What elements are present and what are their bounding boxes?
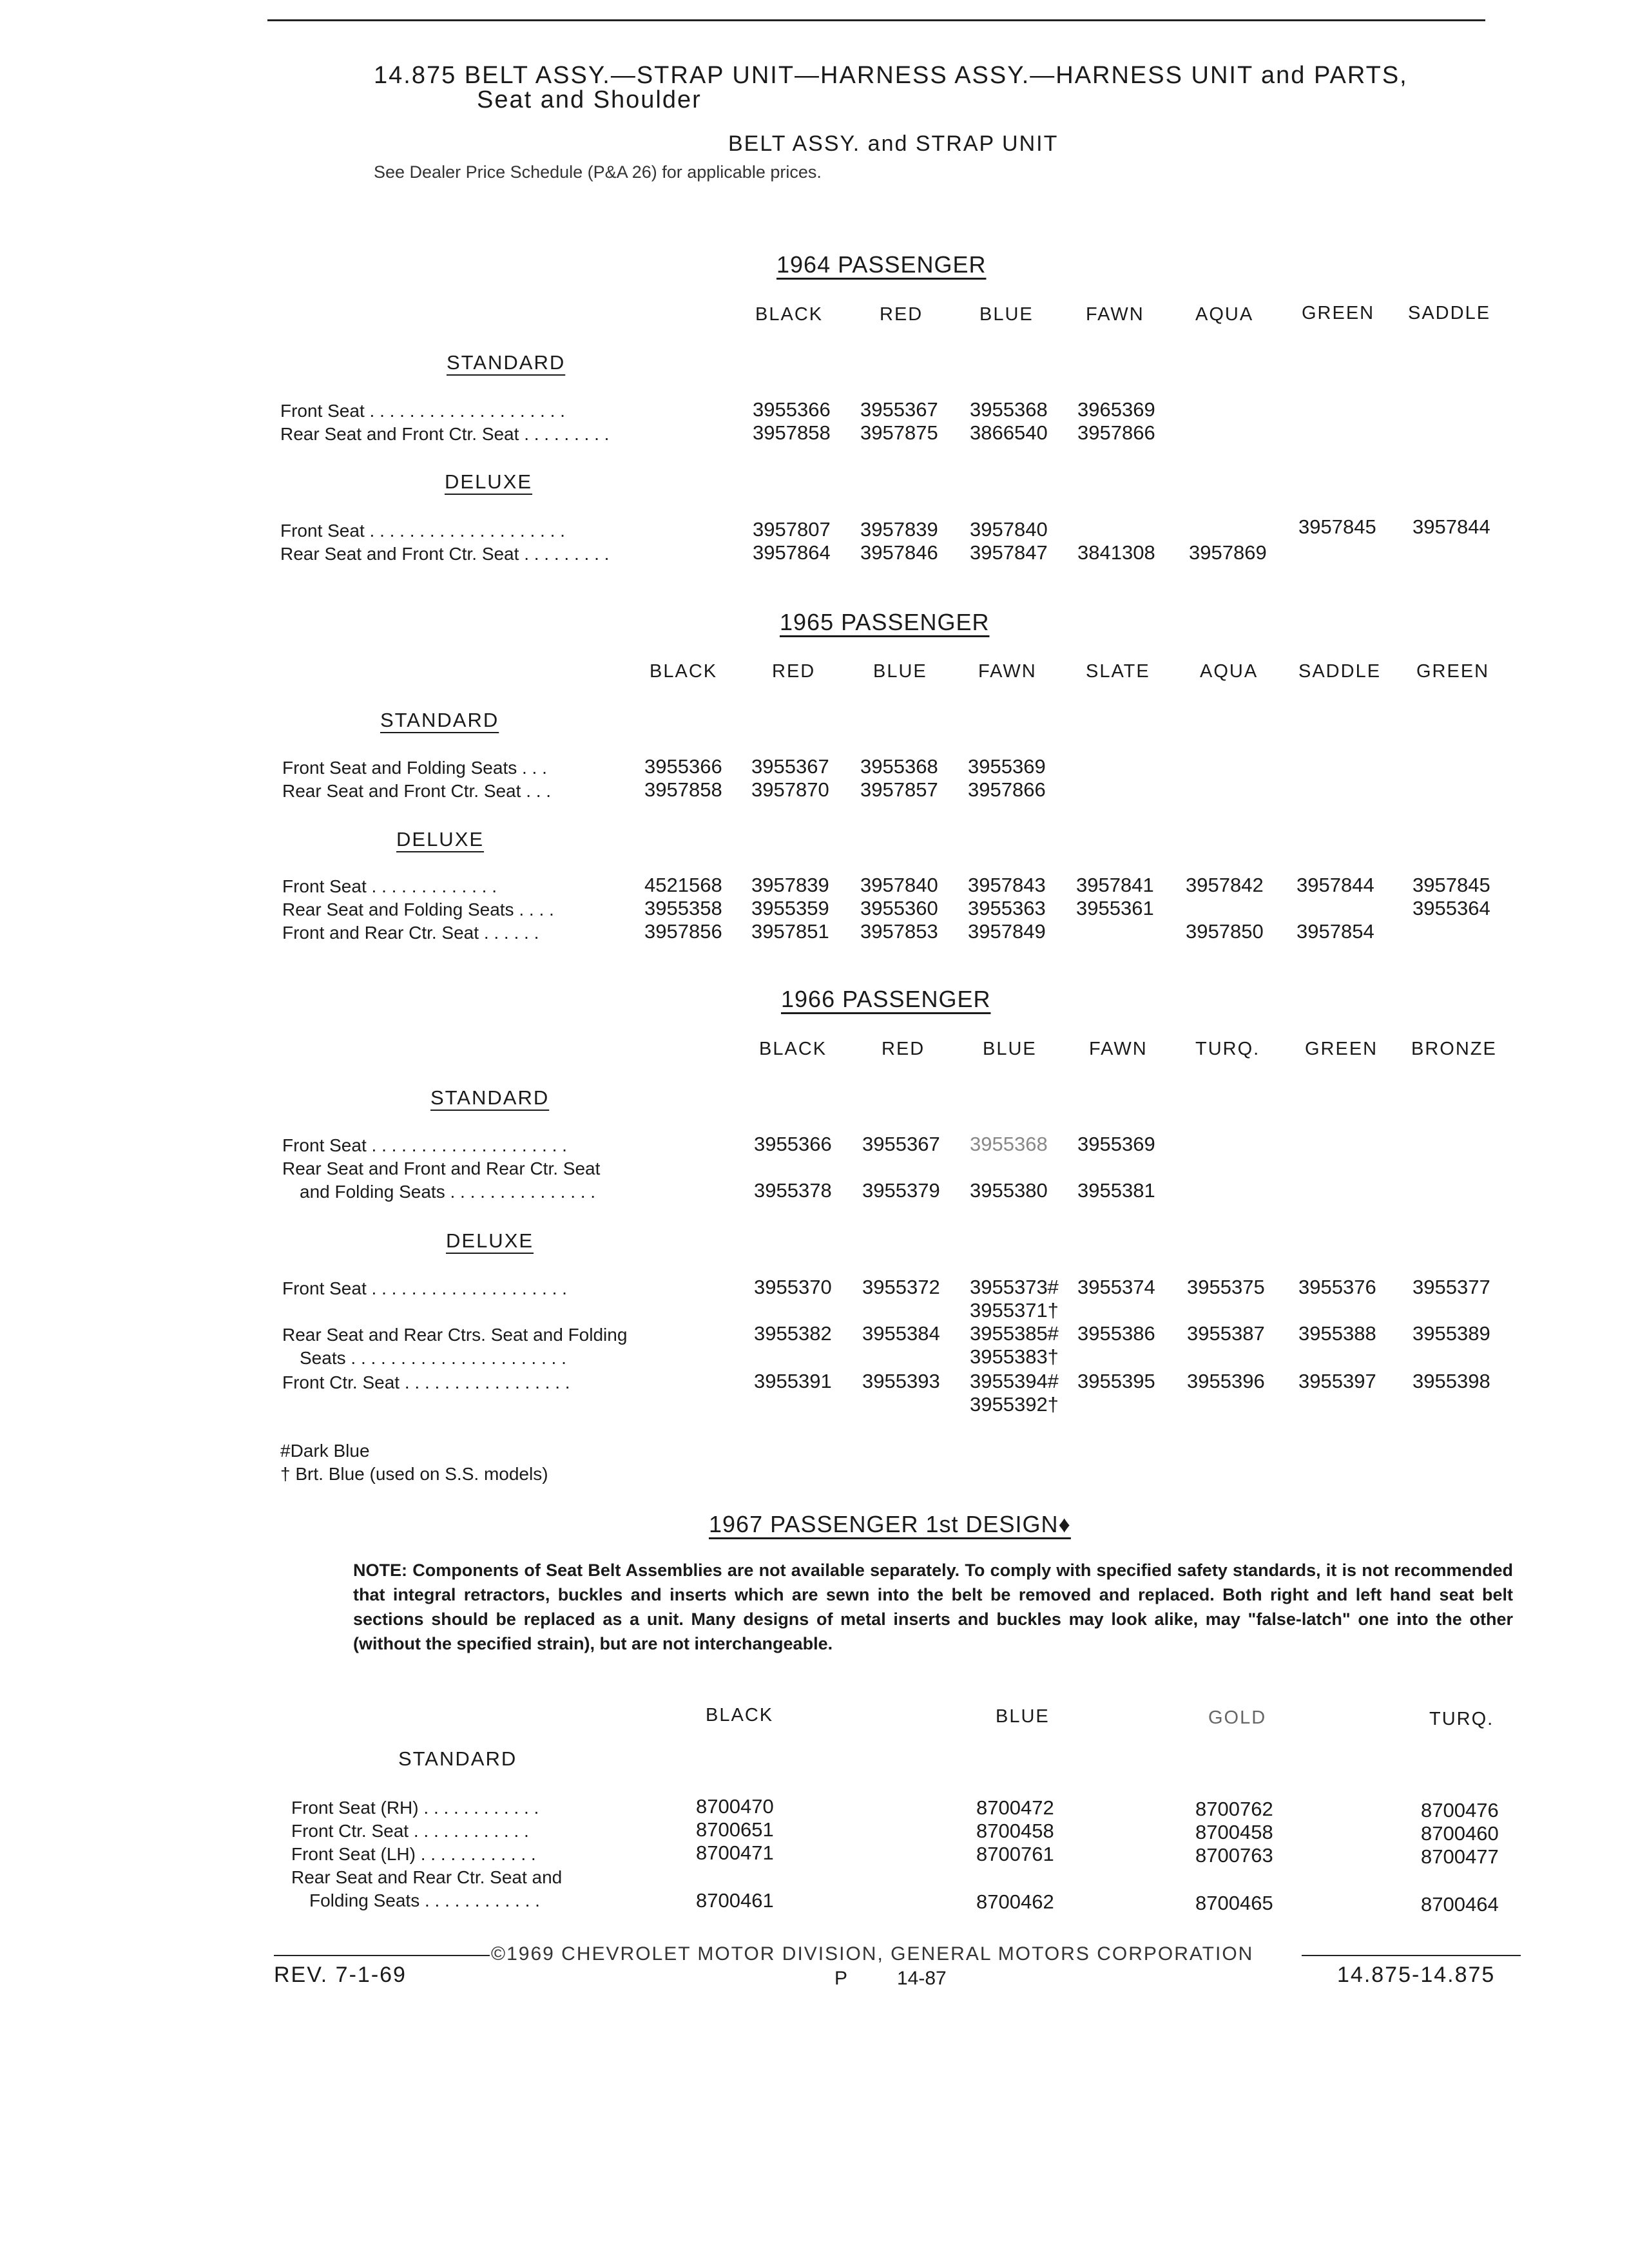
row-label: Front Ctr. Seat . . . . . . . . . . . . . . . . .	[282, 1372, 570, 1392]
part-number: 3955373#	[970, 1276, 1059, 1298]
col-header: FAWN	[1089, 1039, 1148, 1059]
col-header: GREEN	[1416, 661, 1490, 682]
part-number: 3955398	[1412, 1370, 1490, 1392]
col-header: BLACK	[706, 1705, 774, 1725]
copyright: ©1969 CHEVROLET MOTOR DIVISION, GENERAL MOTORS CORPORATION	[491, 1943, 1254, 1965]
footnote-dark-blue: #Dark Blue	[280, 1441, 370, 1461]
col-header: SLATE	[1086, 661, 1150, 682]
part-number: 3955374	[1077, 1276, 1155, 1298]
part-number: 3955377	[1412, 1276, 1490, 1298]
part-number: 3955371†	[970, 1299, 1059, 1321]
part-number: 3955386	[1077, 1322, 1155, 1345]
part-number: 8700458	[1195, 1821, 1273, 1843]
part-number: 3955366	[754, 1133, 832, 1155]
col-header: RED	[880, 304, 923, 325]
part-number: 3841308	[1077, 541, 1155, 564]
row-label: Rear Seat and Front Ctr. Seat . . . . . . . . .	[280, 544, 610, 564]
part-number: 8700763	[1195, 1844, 1273, 1867]
section-range: 14.875-14.875	[1337, 1963, 1496, 1987]
part-number: 3957845	[1298, 515, 1376, 538]
row-label: Front Seat (RH) . . . . . . . . . . . .	[291, 1798, 539, 1818]
part-number: 8700761	[976, 1843, 1054, 1865]
price-note: See Dealer Price Schedule (P&A 26) for applicable prices.	[374, 162, 822, 182]
part-number: 8700462	[976, 1890, 1054, 1913]
category-deluxe: DELUXE	[396, 828, 485, 850]
part-number: 3957841	[1076, 874, 1154, 896]
row-label: Front and Rear Ctr. Seat . . . . . .	[282, 923, 539, 943]
part-number: 3955367	[751, 755, 829, 778]
col-header: SADDLE	[1408, 303, 1491, 323]
part-number: 3955366	[644, 755, 722, 778]
col-header: GOLD	[1208, 1707, 1267, 1728]
part-number: 3957807	[753, 518, 831, 541]
part-number: 8700460	[1421, 1822, 1499, 1845]
part-number: 8700470	[696, 1795, 774, 1818]
page-subtitle: Seat and Shoulder	[477, 86, 702, 113]
category-standard: STANDARD	[447, 351, 566, 374]
col-header: FAWN	[1086, 304, 1144, 325]
row-label: Rear Seat and Folding Seats . . . .	[282, 899, 554, 919]
part-number: 3955393	[862, 1370, 940, 1392]
part-number: 8700651	[696, 1818, 774, 1841]
safety-note: NOTE: Components of Seat Belt Assemblies are not available separately. To comply with specified safety standards, it is not recommended that integral retractors, buckles and inserts which are sewn into the belt be removed and replaced. Both right and left hand seat belt sections should be replaced as a unit. Many designs of metal inserts and buckles may look alike, may "false-latch" one into the other (without the specified strain), but are not interchangeable.	[353, 1561, 1513, 1653]
part-number: 3866540	[970, 421, 1048, 444]
part-number: 3957869	[1189, 541, 1267, 564]
part-number: 3957856	[644, 920, 722, 943]
row-label: Front Seat (LH) . . . . . . . . . . . .	[291, 1844, 536, 1864]
part-number: 3955368	[970, 398, 1048, 421]
part-number: 3955361	[1076, 897, 1154, 919]
col-header: BLACK	[759, 1039, 827, 1059]
part-number: 3957858	[753, 421, 831, 444]
page-title: 14.875 BELT ASSY.—STRAP UNIT—HARNESS ASSY.—HARNESS UNIT and PARTS,	[374, 62, 1408, 89]
part-number: 3957844	[1412, 515, 1490, 538]
part-number: 3955389	[1412, 1322, 1490, 1345]
category-standard: STANDARD	[398, 1747, 517, 1770]
footer-rule-left	[274, 1955, 490, 1956]
col-header: GREEN	[1305, 1039, 1378, 1059]
part-number: 3955364	[1412, 897, 1490, 919]
category-standard: STANDARD	[430, 1086, 550, 1109]
part-number: 3955396	[1187, 1370, 1265, 1392]
part-number: 3957845	[1412, 874, 1490, 896]
part-number: 3955395	[1077, 1370, 1155, 1392]
year-1965-title: 1965 PASSENGER	[780, 609, 990, 635]
part-number: 3955375	[1187, 1276, 1265, 1298]
part-number: 3957846	[860, 541, 938, 564]
row-label: Rear Seat and Front and Rear Ctr. Seat	[282, 1158, 601, 1178]
part-number: 3957870	[751, 778, 829, 801]
col-header: AQUA	[1195, 304, 1254, 325]
row-label: Rear Seat and Front Ctr. Seat . . .	[282, 781, 552, 801]
part-number: 3955359	[751, 897, 829, 919]
category-standard: STANDARD	[380, 709, 499, 731]
part-number: 3957850	[1186, 920, 1264, 943]
part-number: 3955394#	[970, 1370, 1059, 1392]
row-label: Rear Seat and Rear Ctrs. Seat and Folding	[282, 1325, 628, 1345]
part-number: 3955379	[862, 1179, 940, 1202]
col-header: SADDLE	[1298, 661, 1382, 682]
revision-date: REV. 7-1-69	[274, 1963, 407, 1987]
part-number: 3957854	[1296, 920, 1374, 943]
row-label: Rear Seat and Rear Ctr. Seat and	[291, 1867, 563, 1887]
row-label: Front Ctr. Seat . . . . . . . . . . . .	[291, 1821, 529, 1841]
year-1964-title: 1964 PASSENGER	[776, 251, 987, 278]
col-header: BLACK	[755, 304, 824, 325]
col-header: BLUE	[996, 1706, 1050, 1727]
part-number: 8700472	[976, 1796, 1054, 1819]
part-number: 3955385#	[970, 1322, 1059, 1345]
row-label: Front Seat . . . . . . . . . . . . . . . . . . . .	[280, 521, 565, 541]
part-number: 3957840	[970, 518, 1048, 541]
part-number: 8700477	[1421, 1845, 1499, 1868]
part-number: 3955370	[754, 1276, 832, 1298]
row-label: Front Seat . . . . . . . . . . . . . . . . . . . .	[282, 1135, 567, 1155]
part-number: 3955378	[754, 1179, 832, 1202]
col-header: BLUE	[873, 661, 927, 682]
part-number: 3955358	[644, 897, 722, 919]
part-number: 3955382	[754, 1322, 832, 1345]
row-label: Seats . . . . . . . . . . . . . . . . . . . . . .	[300, 1348, 566, 1368]
part-number: 3957851	[751, 920, 829, 943]
part-number: 8700458	[976, 1820, 1054, 1842]
top-rule	[267, 19, 1485, 21]
part-number: 3955368	[970, 1133, 1048, 1155]
col-header: GREEN	[1302, 303, 1375, 323]
col-header: RED	[882, 1039, 925, 1059]
part-number: 3957864	[753, 541, 831, 564]
part-number: 3955367	[862, 1133, 940, 1155]
col-header: BLACK	[650, 661, 718, 682]
col-header: FAWN	[978, 661, 1037, 682]
part-number: 3957875	[860, 421, 938, 444]
part-number: 3955397	[1298, 1370, 1376, 1392]
part-number: 3965369	[1077, 398, 1155, 421]
part-number: 8700461	[696, 1889, 774, 1912]
part-number: 3955360	[860, 897, 938, 919]
part-number: 3955381	[1077, 1179, 1155, 1202]
part-number: 3957843	[968, 874, 1046, 896]
part-number: 3957840	[860, 874, 938, 896]
part-number: 3955392†	[970, 1393, 1059, 1416]
col-header: BLUE	[983, 1039, 1037, 1059]
category-deluxe: DELUXE	[446, 1229, 534, 1252]
row-label: Front Seat . . . . . . . . . . . . . . . . . . . .	[280, 401, 565, 421]
part-number: 3957847	[970, 541, 1048, 564]
part-number: 3955384	[862, 1322, 940, 1345]
part-number: 3957844	[1296, 874, 1374, 896]
part-number: 3955363	[968, 897, 1046, 919]
part-number: 3957858	[644, 778, 722, 801]
col-header: BLUE	[979, 304, 1034, 325]
part-number: 3955380	[970, 1179, 1048, 1202]
part-number: 3957849	[968, 920, 1046, 943]
row-label: Front Seat . . . . . . . . . . . . . . . . . . . .	[282, 1278, 567, 1298]
part-number: 3955388	[1298, 1322, 1376, 1345]
col-header: TURQ.	[1195, 1039, 1260, 1059]
row-label: Front Seat and Folding Seats . . .	[282, 758, 547, 778]
part-number: 3957866	[968, 778, 1046, 801]
part-number: 3957839	[751, 874, 829, 896]
row-label: and Folding Seats . . . . . . . . . . . . . . .	[300, 1182, 596, 1202]
part-number: 3955376	[1298, 1276, 1376, 1298]
part-number: 3957866	[1077, 421, 1155, 444]
row-label: Rear Seat and Front Ctr. Seat . . . . . . . . .	[280, 424, 610, 444]
footer-rule-right	[1302, 1955, 1521, 1956]
year-1966-title: 1966 PASSENGER	[781, 986, 991, 1012]
part-number: 3955368	[860, 755, 938, 778]
col-header: TURQ.	[1429, 1709, 1494, 1729]
part-number: 3955369	[968, 755, 1046, 778]
col-header: BRONZE	[1411, 1039, 1497, 1059]
part-number: 8700762	[1195, 1798, 1273, 1820]
part-number: 3957857	[860, 778, 938, 801]
page-letter: P	[834, 1968, 848, 1989]
year-1967-title: 1967 PASSENGER 1st DESIGN♦	[709, 1511, 1071, 1537]
footnote-bright-blue: † Brt. Blue (used on S.S. models)	[280, 1464, 548, 1484]
part-number: 3955372	[862, 1276, 940, 1298]
part-number: 3957839	[860, 518, 938, 541]
part-number: 3955369	[1077, 1133, 1155, 1155]
part-number: 3957853	[860, 920, 938, 943]
part-number: 3955366	[753, 398, 831, 421]
col-header: RED	[772, 661, 816, 682]
part-number: 8700476	[1421, 1799, 1499, 1821]
part-number: 3955391	[754, 1370, 832, 1392]
part-number: 4521568	[644, 874, 722, 896]
part-number: 8700464	[1421, 1893, 1499, 1916]
part-number: 8700471	[696, 1841, 774, 1864]
row-label: Front Seat . . . . . . . . . . . . .	[282, 876, 497, 896]
section-title: BELT ASSY. and STRAP UNIT	[728, 131, 1059, 156]
part-number: 3955387	[1187, 1322, 1265, 1345]
page-number: 14-87	[897, 1968, 947, 1989]
row-label: Folding Seats . . . . . . . . . . . .	[309, 1890, 540, 1910]
part-number: 3955383†	[970, 1345, 1059, 1368]
part-number: 3957842	[1186, 874, 1264, 896]
col-header: AQUA	[1200, 661, 1258, 682]
part-number: 3955367	[860, 398, 938, 421]
part-number: 8700465	[1195, 1892, 1273, 1914]
category-deluxe: DELUXE	[445, 470, 533, 493]
